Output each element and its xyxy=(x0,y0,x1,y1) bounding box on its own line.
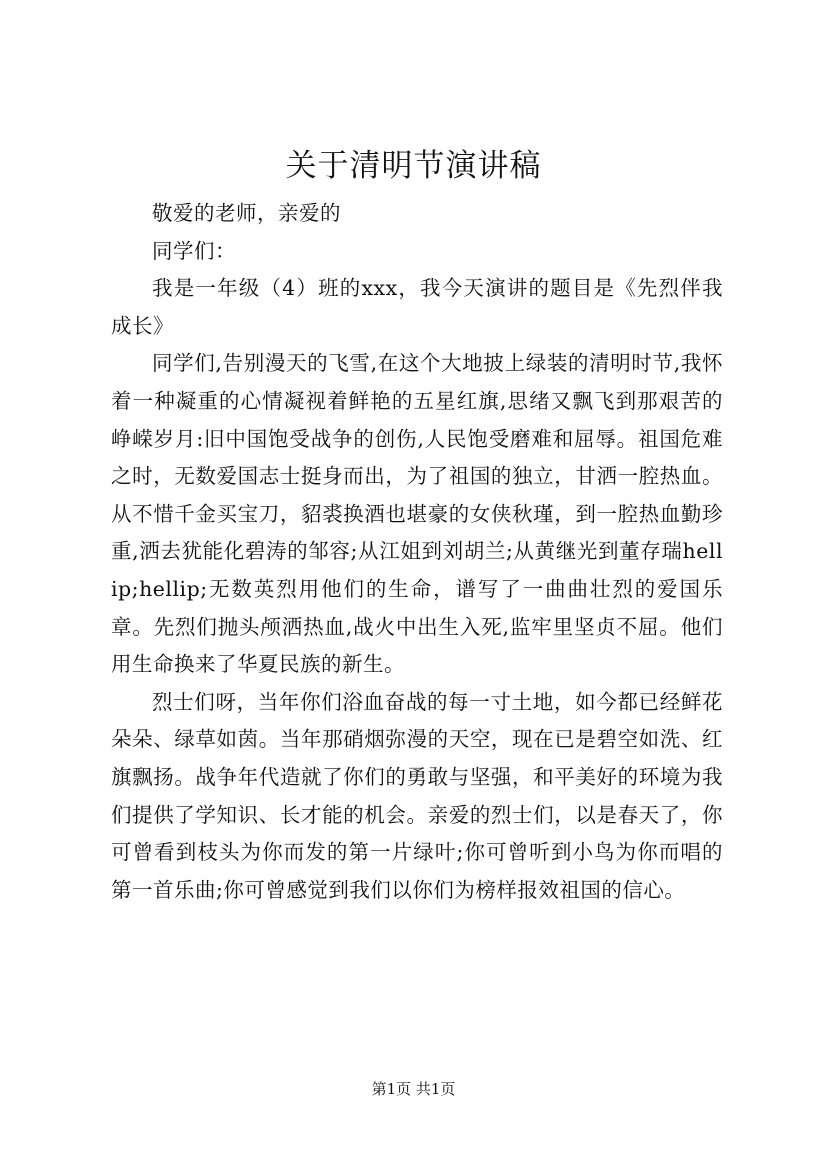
document-body xyxy=(111,195,723,909)
document-title: 关于清明节演讲稿 xyxy=(285,148,542,184)
intro-paragraph: 我是一年级（4）班的xxx，我今天演讲的题目是《先烈伴我成长》 xyxy=(111,276,723,338)
salutation-line-1: 敬爱的老师，亲爱的 xyxy=(152,201,341,225)
body-paragraph-1: 同学们,告别漫天的飞雪,在这个大地披上绿装的清明时节,我怀着一种凝重的心情凝视着鲜艳的五星红旗,思绪又飘飞到那艰苦的峥嵘岁月:旧中国饱受战争的创伤,人民饱受磨难和屈辱。祖国危难之时，无数爱国志士挺身而出，为了祖国的独立，甘洒一腔热血。从不惜千金买宝刀，貂裘换酒也堪豪的女侠秋瑾，到一腔热血勤珍重,洒去犹能化碧涛的邹容;从江姐到刘胡兰;从黄继光到董存瑞hellip;hellip;无数英烈用他们的生命，谱写了一曲曲壮烈的爱国乐章。先烈们抛头颅洒热血,战火中出生入死,监牢里坚贞不屈。他们用生命换来了华夏民族的新生。 xyxy=(111,351,723,677)
body-paragraph-2: 烈士们呀，当年你们浴血奋战的每一寸土地，如今都已经鲜花朵朵、绿草如茵。当年那硝烟弥漫的天空，现在已是碧空如洗、红旗飘扬。战争年代造就了你们的勇敢与坚强，和平美好的环境为我们提供了学知识、长才能的机会。亲爱的烈士们，以是春天了，你可曾看到枝头为你而发的第一片绿叶;你可曾听到小鸟为你而唱的第一首乐曲;你可曾感觉到我们以你们为榜样报效祖国的信心。 xyxy=(111,689,723,902)
page-number-footer: 第1页 共1页 xyxy=(371,1080,456,1098)
salutation-line-2: 同学们： xyxy=(152,238,236,263)
